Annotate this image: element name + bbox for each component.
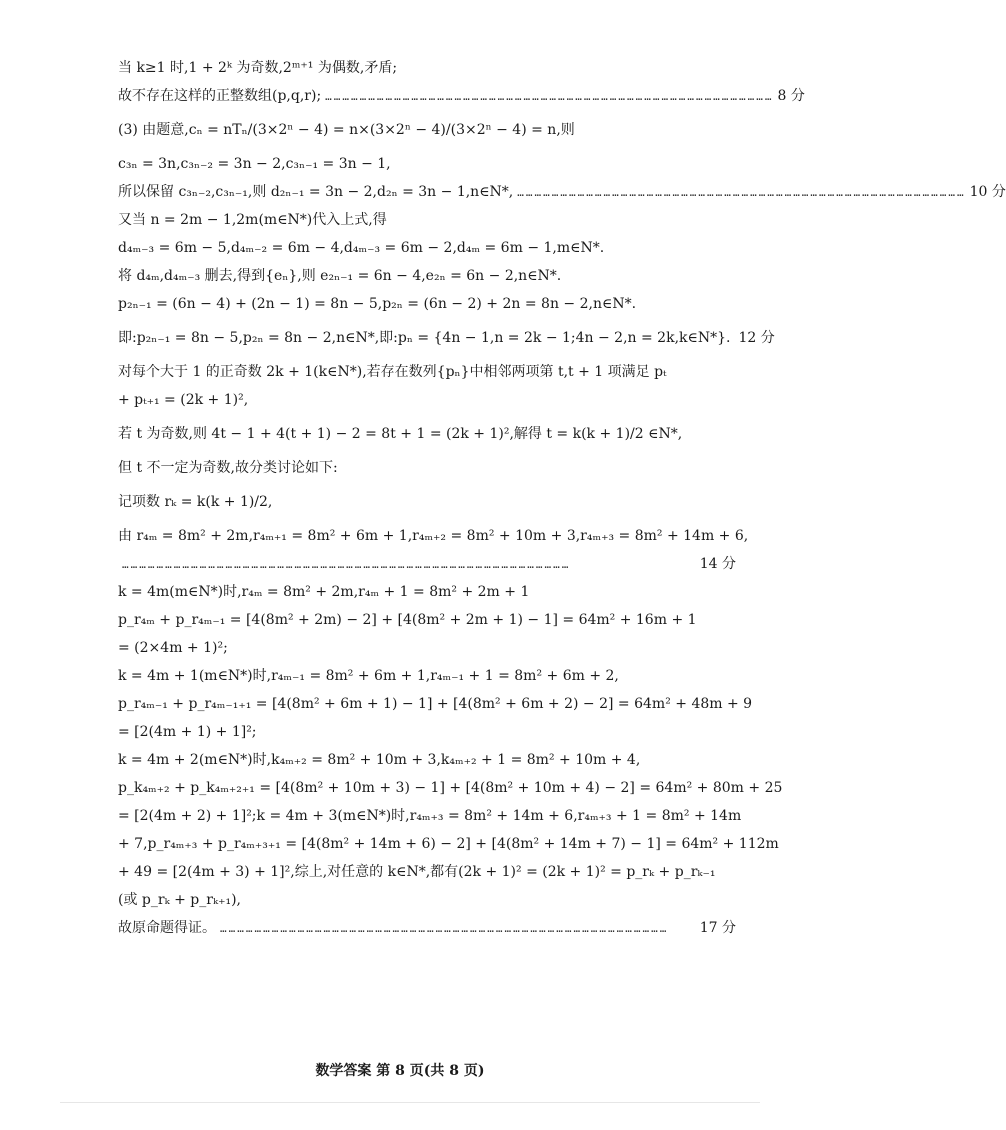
score-line [118, 914, 736, 942]
score-label: 12 分 [738, 330, 775, 346]
text-line: 由 r₄ₘ = 8m² + 2m,r₄ₘ₊₁ = 8m² + 6m + 1,r₄ₘ₊₂ = 8m² + 10m + 3,r₄ₘ₊₃ = 8m² + 14m + 6, [118, 528, 749, 544]
text-line: k = 4m + 1(m∈N*)时,r₄ₘ₋₁ = 8m² + 6m + 1,r₄ₘ₋₁ + 1 = 8m² + 6m + 2, [118, 668, 619, 684]
score-line-text: 故不存在这样的正整数组(p,q,r); [118, 88, 322, 104]
score-line-text: 即:p₂ₙ₋₁ = 8n − 5,p₂ₙ = 8n − 2,n∈N*,即:pₙ = {4n − 1,n = 2k − 1;4n − 2,n = 2k,k∈N*}. [118, 330, 731, 346]
dot-leader: ………………………………………………………………………………………………………………………………………… [122, 558, 571, 571]
text-line: 将 d₄ₘ,d₄ₘ₋₃ 删去,得到{eₙ},则 e₂ₙ₋₁ = 6n − 4,e₂ₙ = 6n − 2,n∈N*. [118, 268, 562, 284]
text-line: 对每个大于 1 的正奇数 2k + 1(k∈N*),若存在数列{pₙ}中相邻两项第 t,t + 1 项满足 pₜ [118, 364, 667, 380]
text-line: + 49 = [2(4m + 3) + 1]²,综上,对任意的 k∈N*,都有(2k + 1)² = (2k + 1)² = p_rₖ + p_rₖ₋₁ [118, 864, 716, 880]
text-line: 当 k≥1 时,1 + 2ᵏ 为奇数,2ᵐ⁺¹ 为偶数,矛盾; [118, 60, 398, 76]
text-line: + pₜ₊₁ = (2k + 1)², [118, 392, 249, 408]
page-footer: 数学答案 第 8 页(共 8 页) [315, 1063, 485, 1079]
dot-leader: ………………………………………………………………………………………………………………………………………… [325, 90, 774, 103]
text-line: (3) 由题意,cₙ = nTₙ/(3×2ⁿ − 4) = n×(3×2ⁿ − 4)/(3×2ⁿ − 4) = n,则 [118, 122, 575, 138]
dot-leader: ………………………………………………………………………………………………………………………………………… [220, 922, 669, 935]
solution-text [118, 54, 1006, 942]
text-line: = (2×4m + 1)²; [118, 640, 228, 656]
score-line [118, 550, 736, 578]
text-line: k = 4m + 2(m∈N*)时,k₄ₘ₊₂ = 8m² + 10m + 3,k₄ₘ₊₂ + 1 = 8m² + 10m + 4, [118, 752, 641, 768]
text-line: p_r₄ₘ + p_r₄ₘ₋₁ = [4(8m² + 2m) − 2] + [4(8m² + 2m + 1) − 1] = 64m² + 16m + 1 [118, 612, 697, 628]
text-line: 若 t 为奇数,则 4t − 1 + 4(t + 1) − 2 = 8t + 1 = (2k + 1)²,解得 t = k(k + 1)/2 ∈N*, [118, 426, 683, 442]
score-line [118, 178, 1006, 206]
bottom-divider [60, 1102, 760, 1103]
score-label: 10 分 [969, 184, 1006, 200]
score-line [118, 318, 775, 358]
text-line: = [2(4m + 1) + 1]²; [118, 724, 257, 740]
text-line: 记项数 rₖ = k(k + 1)/2, [118, 494, 273, 510]
text-line: k = 4m(m∈N*)时,r₄ₘ = 8m² + 2m,r₄ₘ + 1 = 8m² + 2m + 1 [118, 584, 530, 600]
score-line [118, 82, 805, 110]
text-line: + 7,p_r₄ₘ₊₃ + p_r₄ₘ₊₃₊₁ = [4(8m² + 14m + 6) − 2] + [4(8m² + 14m + 7) − 1] = 64m² + 112m [118, 836, 779, 852]
score-line-text: 故原命题得证。 [118, 920, 216, 936]
text-line: (或 p_rₖ + p_rₖ₊₁), [118, 892, 241, 908]
score-line-text: 所以保留 c₃ₙ₋₂,c₃ₙ₋₁,则 d₂ₙ₋₁ = 3n − 2,d₂ₙ = 3n − 1,n∈N*, [118, 184, 514, 200]
text-line: 但 t 不一定为奇数,故分类讨论如下: [118, 460, 338, 476]
text-line: p_r₄ₘ₋₁ + p_r₄ₘ₋₁₊₁ = [4(8m² + 6m + 1) − 1] + [4(8m² + 6m + 2) − 2] = 64m² + 48m + 9 [118, 696, 753, 712]
text-line: 又当 n = 2m − 1,2m(m∈N*)代入上式,得 [118, 212, 387, 228]
dot-leader: ………………………………………………………………………………………………………………………………………… [517, 186, 966, 199]
text-line: p_k₄ₘ₊₂ + p_k₄ₘ₊₂₊₁ = [4(8m² + 10m + 3) − 1] + [4(8m² + 10m + 4) − 2] = 64m² + 80m + 25 [118, 780, 783, 796]
text-line: = [2(4m + 2) + 1]²;k = 4m + 3(m∈N*)时,r₄ₘ₊₃ = 8m² + 14m + 6,r₄ₘ₊₃ + 1 = 8m² + 14m [118, 808, 742, 824]
text-line: d₄ₘ₋₃ = 6m − 5,d₄ₘ₋₂ = 6m − 4,d₄ₘ₋₃ = 6m − 2,d₄ₘ = 6m − 1,m∈N*. [118, 240, 605, 256]
score-label: 8 分 [777, 88, 805, 104]
text-line: c₃ₙ = 3n,c₃ₙ₋₂ = 3n − 2,c₃ₙ₋₁ = 3n − 1, [118, 156, 391, 172]
score-label: 17 分 [699, 920, 736, 936]
text-line: p₂ₙ₋₁ = (6n − 4) + (2n − 1) = 8n − 5,p₂ₙ = (6n − 2) + 2n = 8n − 2,n∈N*. [118, 296, 637, 312]
score-label: 14 分 [699, 556, 736, 572]
